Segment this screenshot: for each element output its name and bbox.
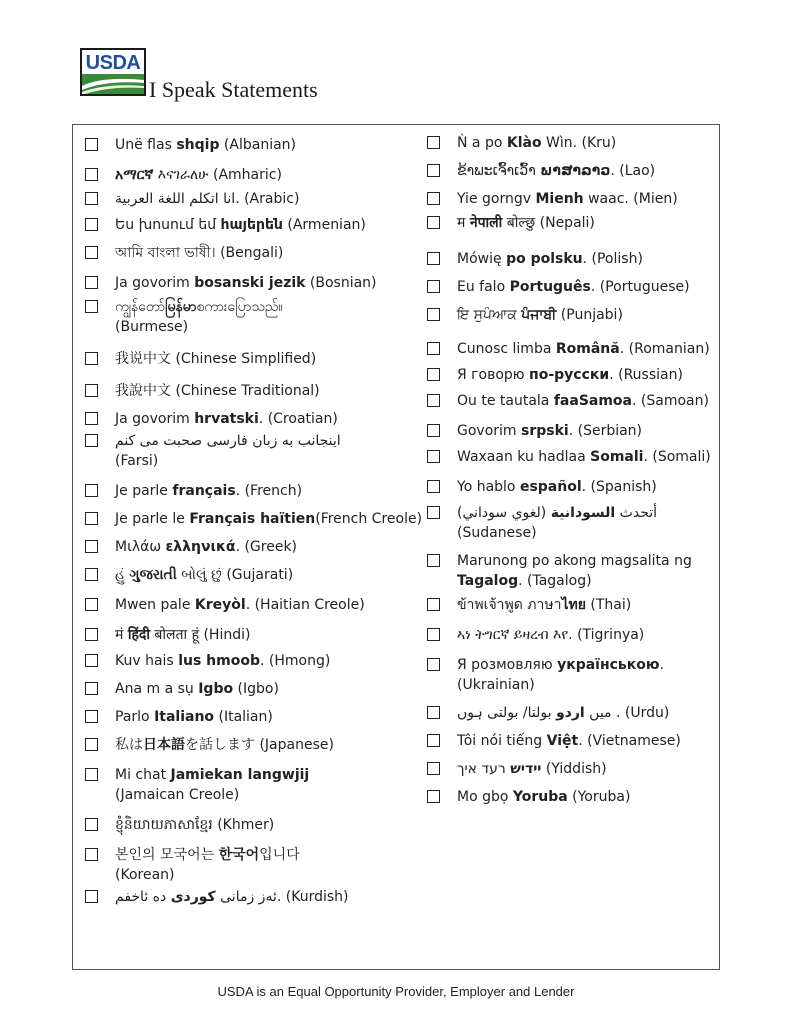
language-checkbox[interactable]	[85, 246, 98, 259]
language-name-bold: ไทย	[561, 597, 586, 613]
statement-part: . (Greek)	[235, 539, 298, 555]
statement-text	[115, 215, 366, 235]
statement-text	[457, 703, 669, 723]
language-name-bold: አማርኛ	[115, 167, 154, 183]
statement-text	[115, 165, 282, 185]
statement-part: Cunosc limba	[457, 341, 556, 357]
language-checkbox[interactable]	[427, 216, 440, 229]
statement-part: بولتا/ بولتی ہوں . (Urdu)	[457, 705, 670, 721]
statement-part: Μιλάω	[115, 539, 166, 555]
statement-part: Mo gbọ	[457, 789, 513, 805]
statement-part: (Igbo)	[233, 681, 279, 697]
statement-text	[115, 565, 293, 585]
language-checkbox[interactable]	[85, 710, 98, 723]
language-checkbox[interactable]	[427, 424, 440, 437]
statement-part: Je parle le	[115, 511, 190, 527]
statement-text	[115, 349, 316, 369]
statement-part: أتحدث	[615, 505, 658, 521]
statement-part: Eu falo	[457, 279, 510, 295]
statement-text	[457, 551, 692, 591]
statement-second-line	[457, 571, 692, 591]
statement-part: を話します (Japanese)	[185, 737, 334, 753]
language-name-bold: Somali	[590, 449, 644, 465]
language-name-bold: မြန်မာ	[165, 299, 197, 315]
statement-part: Yie gorngv	[457, 191, 536, 207]
language-checkbox[interactable]	[85, 818, 98, 831]
statement-text	[115, 273, 377, 293]
language-checkbox[interactable]	[85, 512, 98, 525]
statement-part: Waxaan ku hadlaa	[457, 449, 591, 465]
language-name-bold: יידיש	[510, 761, 542, 777]
statement-part: . (Romanian)	[619, 341, 710, 357]
language-checkbox[interactable]	[427, 450, 440, 463]
statement-part: (Yoruba)	[567, 789, 631, 805]
language-checkbox[interactable]	[427, 368, 440, 381]
language-checkbox[interactable]	[85, 352, 98, 365]
statement-part: আমি বাংলা ভাষী।	[115, 245, 221, 261]
statement-text	[115, 409, 338, 429]
statement-part: Ja govorim	[115, 411, 195, 427]
statement-text	[457, 133, 616, 153]
statement-text	[115, 481, 302, 501]
statement-text	[115, 135, 296, 155]
language-checkbox[interactable]	[85, 768, 98, 781]
statement-second-line	[115, 451, 341, 471]
statement-text	[457, 189, 678, 209]
statement-part: . (Russian)	[609, 367, 683, 383]
language-name-bold: հայերեն	[220, 217, 283, 233]
statement-part: Ou te tautala	[457, 393, 554, 409]
statement-text	[115, 537, 297, 557]
statement-part: Yo hablo	[457, 479, 520, 495]
statement-part: ኣነ ትግርኛ ይዛረብ እየ. (Tigrinya)	[457, 627, 645, 643]
language-checkbox[interactable]	[427, 554, 440, 567]
language-name-bold: français	[172, 483, 236, 499]
language-name-bold: по-русски	[529, 367, 610, 383]
statement-text	[457, 625, 644, 645]
language-checkbox[interactable]	[85, 738, 98, 751]
statement-part: . (Polish)	[582, 251, 643, 267]
statement-part: . (Serbian)	[568, 423, 643, 439]
statement-part: (Jamaican Creole)	[115, 787, 240, 803]
statement-part: Mówię	[457, 251, 507, 267]
statement-text	[115, 189, 299, 209]
statement-text	[457, 213, 595, 233]
language-checkbox[interactable]	[85, 412, 98, 425]
statement-part: बोल्छु (Nepali)	[502, 215, 595, 231]
statement-part: . (French)	[235, 483, 303, 499]
statement-text	[457, 249, 643, 269]
statement-part: બોલું છું (Gujarati)	[176, 567, 294, 583]
language-name-bold: srpski	[521, 423, 569, 439]
statement-part: Govorim	[457, 423, 521, 439]
statement-part: (Armenian)	[282, 217, 366, 233]
statement-part: Ja govorim	[115, 275, 195, 291]
language-name-bold: Việt	[546, 733, 579, 749]
statement-part: . (Somali)	[643, 449, 711, 465]
language-checkbox[interactable]	[85, 568, 98, 581]
statement-part: Je parle	[115, 483, 173, 499]
statement-part: (Albanian)	[219, 137, 297, 153]
language-checkbox[interactable]	[85, 628, 98, 641]
language-checkbox[interactable]	[85, 848, 98, 861]
language-name-bold: Italiano	[154, 709, 215, 725]
statements-panel	[72, 124, 720, 970]
language-checkbox[interactable]	[85, 138, 98, 151]
language-checkbox[interactable]	[85, 540, 98, 553]
statement-part: ئەز زمانی	[215, 889, 277, 905]
language-name-bold: اردو	[555, 705, 585, 721]
statement-part: (Korean)	[115, 867, 175, 883]
usda-logo-text: USDA	[85, 52, 141, 74]
language-checkbox[interactable]	[427, 342, 440, 355]
language-checkbox[interactable]	[85, 598, 98, 611]
statement-part: (Ukrainian)	[457, 677, 535, 693]
statement-part: רעד איך (Yiddish)	[457, 761, 607, 777]
statement-part: Marunong po akong magsalita ng	[457, 553, 692, 569]
statement-part: . (Samoan)	[632, 393, 709, 409]
language-checkbox[interactable]	[427, 506, 440, 519]
statement-part: 본인의 모국어는	[115, 847, 219, 863]
statement-part: ကျွန်တော်	[115, 299, 166, 315]
language-name-bold: ελληνικά	[165, 539, 236, 555]
language-name-bold: Yoruba	[512, 789, 568, 805]
language-name-bold: नेपाली	[469, 215, 503, 231]
statement-part: Mwen pale	[115, 597, 195, 613]
statement-part: . (Hmong)	[259, 653, 331, 669]
language-checkbox[interactable]	[427, 790, 440, 803]
statement-part: میں	[584, 705, 612, 721]
language-checkbox[interactable]	[85, 300, 98, 313]
statement-part: ข้าพเจ้าพูด ภาษา	[457, 597, 562, 613]
page-title: I Speak Statements	[149, 77, 318, 102]
statement-text	[457, 277, 690, 297]
statement-text	[457, 759, 607, 779]
language-checkbox[interactable]	[427, 308, 440, 321]
statement-part: (Bengali)	[220, 245, 284, 261]
statement-text	[115, 243, 283, 263]
statement-part: म	[457, 215, 470, 231]
statement-part: 我说中文	[115, 351, 171, 367]
usda-logo	[80, 48, 146, 96]
statement-part: እናገራለሁ (Amharic)	[153, 167, 282, 183]
language-name-bold: español	[519, 479, 582, 495]
statement-part: دە ئاخفم. (Kurdish)	[115, 889, 349, 905]
statement-second-line	[457, 523, 657, 543]
statement-part: હું	[115, 567, 130, 583]
language-name-bold: 한국어	[218, 847, 260, 863]
statement-part: စကားပြောသည်။	[196, 299, 283, 315]
statement-part: اینجانب به زبان فارسی صحبت می کنم	[115, 433, 341, 449]
statement-part: Ǹ a po	[457, 135, 507, 151]
statement-part: Я говорю	[457, 367, 530, 383]
statement-part: (لغوي سوداني)	[457, 505, 551, 521]
language-name-bold: ພາສາລາວ	[540, 163, 611, 179]
statement-part: ਇ ਸੁਪੰਆਕ	[457, 307, 522, 323]
statement-part: (Thai)	[585, 597, 632, 613]
language-checkbox[interactable]	[427, 192, 440, 205]
language-checkbox[interactable]	[427, 280, 440, 293]
statement-text	[457, 365, 683, 385]
language-name-bold: українською	[557, 657, 660, 673]
language-checkbox[interactable]	[427, 762, 440, 775]
statement-part: (Khmer)	[212, 817, 275, 833]
statement-part: (Sudanese)	[457, 525, 537, 541]
language-name-bold: po polsku	[506, 251, 583, 267]
statement-text	[457, 731, 681, 751]
language-checkbox[interactable]	[427, 252, 440, 265]
statement-part: Mi chat	[115, 767, 171, 783]
language-checkbox[interactable]	[427, 394, 440, 407]
language-name-bold: Klào	[506, 135, 542, 151]
statement-part: .	[659, 657, 664, 673]
language-checkbox[interactable]	[85, 654, 98, 667]
statement-part: 입니다	[259, 847, 300, 863]
statement-text	[115, 595, 365, 615]
statement-part: (Chinese Simplified)	[171, 351, 317, 367]
statement-text	[457, 391, 709, 411]
language-name-bold: hrvatski	[194, 411, 259, 427]
language-name-bold: lus hmoob	[178, 653, 260, 669]
language-checkbox[interactable]	[427, 658, 440, 671]
statement-text	[457, 477, 657, 497]
statement-part: . (Lao)	[610, 163, 656, 179]
language-name-bold: Português	[509, 279, 591, 295]
statement-part: ខ្ញុំនិយាយភាសាខ្មែរ	[115, 817, 213, 833]
language-checkbox[interactable]	[85, 434, 98, 447]
statement-part: (Chinese Traditional)	[171, 383, 320, 399]
statement-part: Tôi nói tiếng	[457, 733, 547, 749]
statement-part: मं	[115, 627, 128, 643]
language-checkbox[interactable]	[85, 384, 98, 397]
language-checkbox[interactable]	[85, 484, 98, 497]
statement-text	[457, 305, 623, 325]
statement-text	[457, 421, 642, 441]
language-name-bold: Jamiekan langwjij	[170, 767, 310, 783]
statement-text	[115, 509, 422, 529]
language-checkbox[interactable]	[85, 218, 98, 231]
language-checkbox[interactable]	[85, 192, 98, 205]
language-checkbox[interactable]	[85, 276, 98, 289]
statement-part: Wìn. (Kru)	[541, 135, 617, 151]
statement-part: Ana m a sụ	[115, 681, 199, 697]
statement-text	[115, 651, 330, 671]
statement-part: . (Portuguese)	[590, 279, 690, 295]
statement-part: Unë flas	[115, 137, 177, 153]
statement-text	[457, 339, 710, 359]
logo-field-graphic	[82, 74, 144, 96]
statement-part: (Bosnian)	[305, 275, 377, 291]
statement-text	[115, 887, 348, 907]
statement-part: Parlo	[115, 709, 155, 725]
statement-text	[457, 161, 655, 181]
language-checkbox[interactable]	[427, 734, 440, 747]
statement-part: Kuv hais	[115, 653, 179, 669]
statement-text	[457, 503, 657, 543]
statement-text	[115, 679, 279, 699]
language-checkbox[interactable]	[85, 168, 98, 181]
statement-text	[457, 787, 630, 807]
statement-part: (Farsi)	[115, 453, 159, 469]
statement-part: انا اتكلم اللغة العربية.	[115, 191, 240, 207]
statement-text	[115, 845, 300, 885]
language-checkbox[interactable]	[427, 164, 440, 177]
language-name-bold: السودانية	[550, 505, 616, 521]
language-name-bold: bosanski jezik	[194, 275, 306, 291]
footer-text: USDA is an Equal Opportunity Provider, Employer and Lender	[217, 984, 575, 999]
statement-text	[115, 735, 334, 755]
language-name-bold: Français haïtien	[189, 511, 316, 527]
language-name-bold: हिंदी	[127, 627, 150, 643]
language-name-bold: 日本語	[143, 737, 185, 753]
statement-text	[115, 297, 283, 337]
statement-part: (Italian)	[214, 709, 273, 725]
language-name-bold: Kreyòl	[194, 597, 246, 613]
statement-second-line	[115, 785, 309, 805]
language-name-bold: Mienh	[535, 191, 584, 207]
statement-part: . (Haitian Creole)	[245, 597, 365, 613]
language-checkbox[interactable]	[427, 136, 440, 149]
language-name-bold: ਪੰਜਾਬੀ	[521, 307, 557, 323]
statement-part: (Burmese)	[115, 319, 189, 335]
statement-part: (Arabic)	[239, 191, 300, 207]
language-checkbox[interactable]	[427, 480, 440, 493]
statement-text	[115, 625, 250, 645]
statement-part: बोलता हूं (Hindi)	[149, 627, 251, 643]
statement-second-line	[115, 317, 283, 337]
statement-second-line	[457, 675, 664, 695]
statement-text	[115, 431, 341, 471]
language-checkbox[interactable]	[85, 890, 98, 903]
statement-text	[115, 765, 309, 805]
language-checkbox[interactable]	[427, 628, 440, 641]
statement-part: Ես խոսում եմ	[115, 217, 221, 233]
language-name-bold: shqip	[176, 137, 220, 153]
statement-text	[115, 381, 320, 401]
statement-part: . (Croatian)	[258, 411, 338, 427]
statement-part: (Punjabi)	[556, 307, 623, 323]
statement-part: . (Vietnamese)	[578, 733, 681, 749]
statement-part: ຂ້າພະເຈົ້າເວົ້າ	[457, 163, 541, 179]
statement-part: . (Tagalog)	[518, 573, 592, 589]
statement-text	[457, 595, 631, 615]
statement-part: 我說中文	[115, 383, 171, 399]
language-checkbox[interactable]	[85, 682, 98, 695]
statement-part: 私は	[115, 737, 143, 753]
statement-part: Я розмовляю	[457, 657, 558, 673]
language-name-bold: faaSamoa	[553, 393, 632, 409]
statement-part: waac. (Mien)	[583, 191, 678, 207]
language-name-bold: ગુજરાતી	[129, 567, 177, 583]
statement-second-line	[115, 865, 300, 885]
language-name-bold: Tagalog	[457, 573, 519, 589]
language-name-bold: کوردی	[170, 889, 216, 905]
language-name-bold: Igbo	[198, 681, 234, 697]
statement-part: . (Spanish)	[581, 479, 657, 495]
statement-text	[457, 655, 664, 695]
statement-text	[115, 815, 274, 835]
statement-text	[457, 447, 711, 467]
statement-part: (French Creole)	[315, 511, 423, 527]
language-name-bold: Română	[555, 341, 620, 357]
language-checkbox[interactable]	[427, 706, 440, 719]
language-checkbox[interactable]	[427, 598, 440, 611]
statement-text	[115, 707, 273, 727]
